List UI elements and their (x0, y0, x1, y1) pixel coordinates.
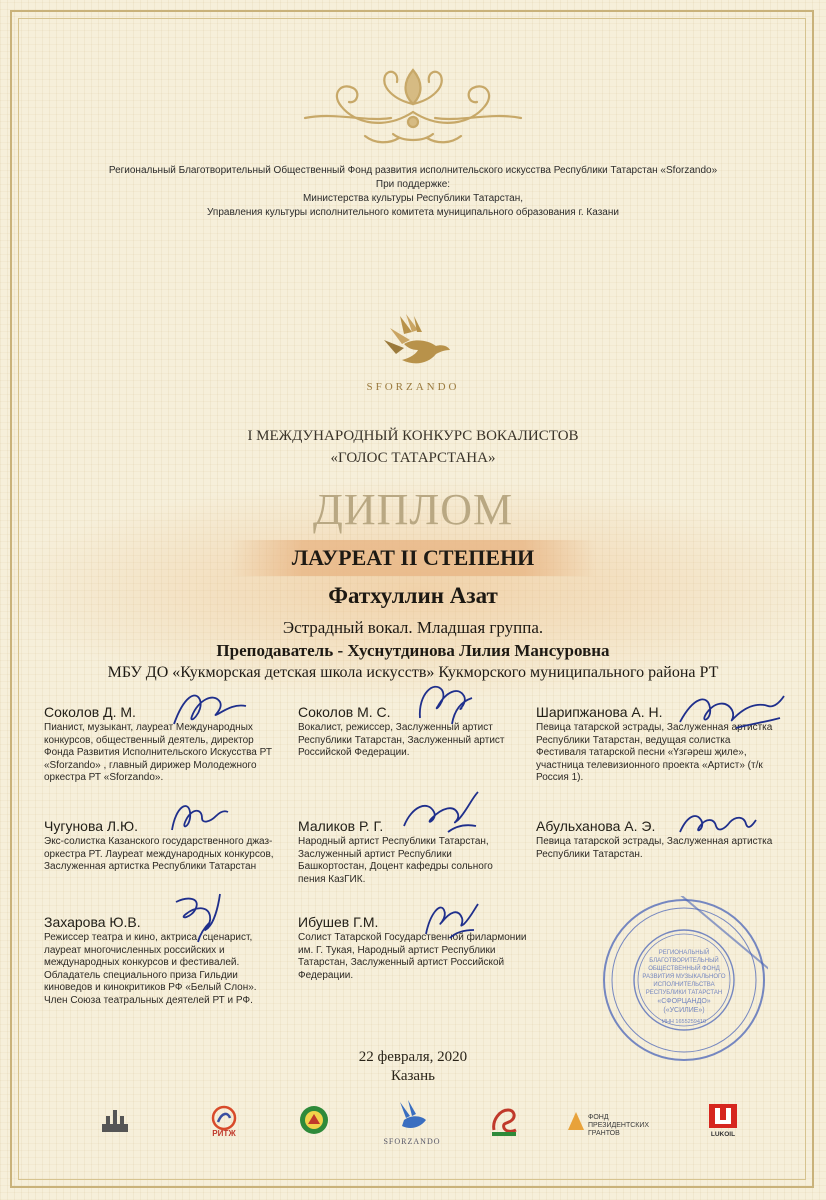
juror-name: Соколов М. С. (298, 704, 391, 720)
contest-subtitle: «ГОЛОС ТАТАРСТАНА» (330, 450, 496, 466)
stamp-line: «СФОРЦАНДО» (657, 998, 711, 1005)
round-stamp-icon (600, 896, 768, 1064)
signature-sharipzhanova-icon (676, 688, 788, 734)
juror-description: Певица татарской эстрады, Заслуженная артистка Республики Татарстан. (536, 836, 773, 860)
lukoil-label: LUKOIL (710, 1131, 736, 1138)
juror-chugunova (44, 818, 279, 874)
support-label: При поддержке: (375, 179, 451, 190)
stamp-inn: ИНН 1655259410 (661, 1019, 707, 1025)
partner-presidential-grants-icon (566, 1110, 586, 1132)
sforzando-bird-logo-icon (370, 310, 456, 378)
recipient-name: Фатхуллин Азат (328, 583, 498, 608)
juror-name: Маликов Р. Г. (298, 818, 384, 834)
signature-malikov-icon (398, 786, 482, 838)
juror-description: Народный артист Республики Татарстан, Заслуженный артист Республики Башкортостан, Доцент кафедры сольного пения КазГИК. (298, 836, 493, 885)
support-ministry: Министерства культуры Республики Татарстан, (302, 193, 524, 204)
fund-text-line: ФОНД (588, 1114, 609, 1121)
partner-lukoil-logo-icon (706, 1102, 740, 1138)
partner-ritzh-logo-icon (206, 1104, 242, 1138)
school-text: МБУ ДО «Кукморская детская школа искусств» Кукморского муниципального района РТ (107, 664, 719, 681)
juror-description: Пианист, музыкант, лауреат Международных конкурсов, общественный деятель, директор Фонда Развития Исполнительского Искусства РТ «Sforzando» , главный дирижер Молодежного оркестра РТ «Sforzando». (44, 722, 272, 783)
ritzh-label: РИТЖ (212, 1129, 236, 1138)
juror-name: Соколов Д. М. (44, 704, 136, 720)
issue-city: Казань (391, 1068, 435, 1084)
juror-zakharova (44, 914, 279, 1007)
partner-tatarstan-emblem-icon (298, 1104, 330, 1136)
teacher-text: Преподаватель - Хуснутдинова Лилия Мансуровна (216, 641, 610, 660)
signature-abulkhanova-icon (676, 808, 760, 842)
diploma-title: ДИПЛОМ (312, 485, 514, 534)
juror-name: Чугунова Л.Ю. (44, 818, 139, 834)
partner-kazan-emblem-icon (98, 1106, 132, 1136)
organizer-text: Региональный Благотворительный Общественный Фонд развития исполнительского искусства Республики Татарстан «Sforzando» (108, 165, 718, 176)
support-administration: Управления культуры исполнительного комитета муниципального образования г. Казани (207, 207, 619, 218)
juror-description: Экс-солистка Казанского государственного джаз-оркестра РТ. Лауреат международных конкурсов, Заслуженная артистка Республики Татарстан (44, 836, 274, 872)
stamp-line: ИСПОЛНИТЕЛЬСТВА (653, 982, 715, 988)
juror-sokolov-ms (298, 704, 508, 760)
award-title: ЛАУРЕАТ II СТЕПЕНИ (230, 540, 596, 576)
contest-title: I МЕЖДУНАРОДНЫЙ КОНКУРС ВОКАЛИСТОВ (247, 428, 579, 444)
partner-sforzando-text: SFORZANDO (383, 1137, 441, 1146)
signature-sokolov-dm-icon (170, 686, 250, 732)
category-text: Эстрадный вокал. Младшая группа. (282, 618, 544, 637)
juror-ibushev (298, 914, 528, 982)
juror-description: Солист Татарской Государственной филармонии им. Г. Тукая, Народный артист Республики Татарстан, Заслуженный артист Российской Федерации. (298, 932, 527, 981)
issue-date: 22 февраля, 2020 (358, 1049, 468, 1065)
stamp-line: РЕГИОНАЛЬНЫЙ (658, 950, 710, 956)
stamp-line: («УСИЛИЕ») (663, 1007, 705, 1014)
sforzando-logo-text: SFORZANDO (366, 381, 460, 393)
juror-name: Ибушев Г.М. (298, 914, 379, 930)
partner-presidential-grants-text (588, 1114, 648, 1138)
partner-sforzando-bird-icon (394, 1098, 430, 1134)
signature-chugunova-icon (166, 794, 232, 842)
juror-name: Шарипжанова А. Н. (536, 704, 663, 720)
fund-text-line: ГРАНТОВ (588, 1130, 620, 1137)
stamp-line: РЕСПУБЛИКИ ТАТАРСТАН (645, 990, 723, 996)
partner-kazan-dragon-icon (488, 1102, 520, 1138)
juror-description: Вокалист, режиссер, Заслуженный артист Республики Татарстан, Заслуженный артист Российской Федерации. (298, 722, 505, 758)
juror-description: Режиссер театра и кино, актриса, сценарист, лауреат многочисленных российских и международных конкурсов и фестивалей. Обладатель специального приза Гильдии киноведов и кинокритиков РФ «Белый Слон». Член Союза театральных деятелей РТ и РФ. (44, 932, 257, 1006)
fund-text-line: ПРЕЗИДЕНТСКИХ (588, 1122, 650, 1129)
juror-name: Захарова Ю.В. (44, 914, 141, 930)
stamp-line: БЛАГОТВОРИТЕЛЬНЫЙ (649, 958, 719, 964)
stamp-line: ОБЩЕСТВЕННЫЙ ФОНД (648, 966, 720, 972)
signature-zakharova-icon (170, 888, 228, 946)
juror-description: Певица татарской эстрады, Заслуженная артистка Республики Татарстан, ведущая солистка Фестиваля татарской песни «Үзгәреш җиле», участница телевизионного проекта «Артист» (т/к Россия 1). (536, 722, 773, 783)
signature-ibushev-icon (420, 896, 482, 942)
ornament-icon (295, 60, 531, 150)
stamp-line: РАЗВИТИЯ МУЗЫКАЛЬНОГО (642, 974, 726, 980)
signature-sokolov-ms-icon (412, 672, 476, 730)
juror-name: Абульханова А. Э. (536, 818, 656, 834)
